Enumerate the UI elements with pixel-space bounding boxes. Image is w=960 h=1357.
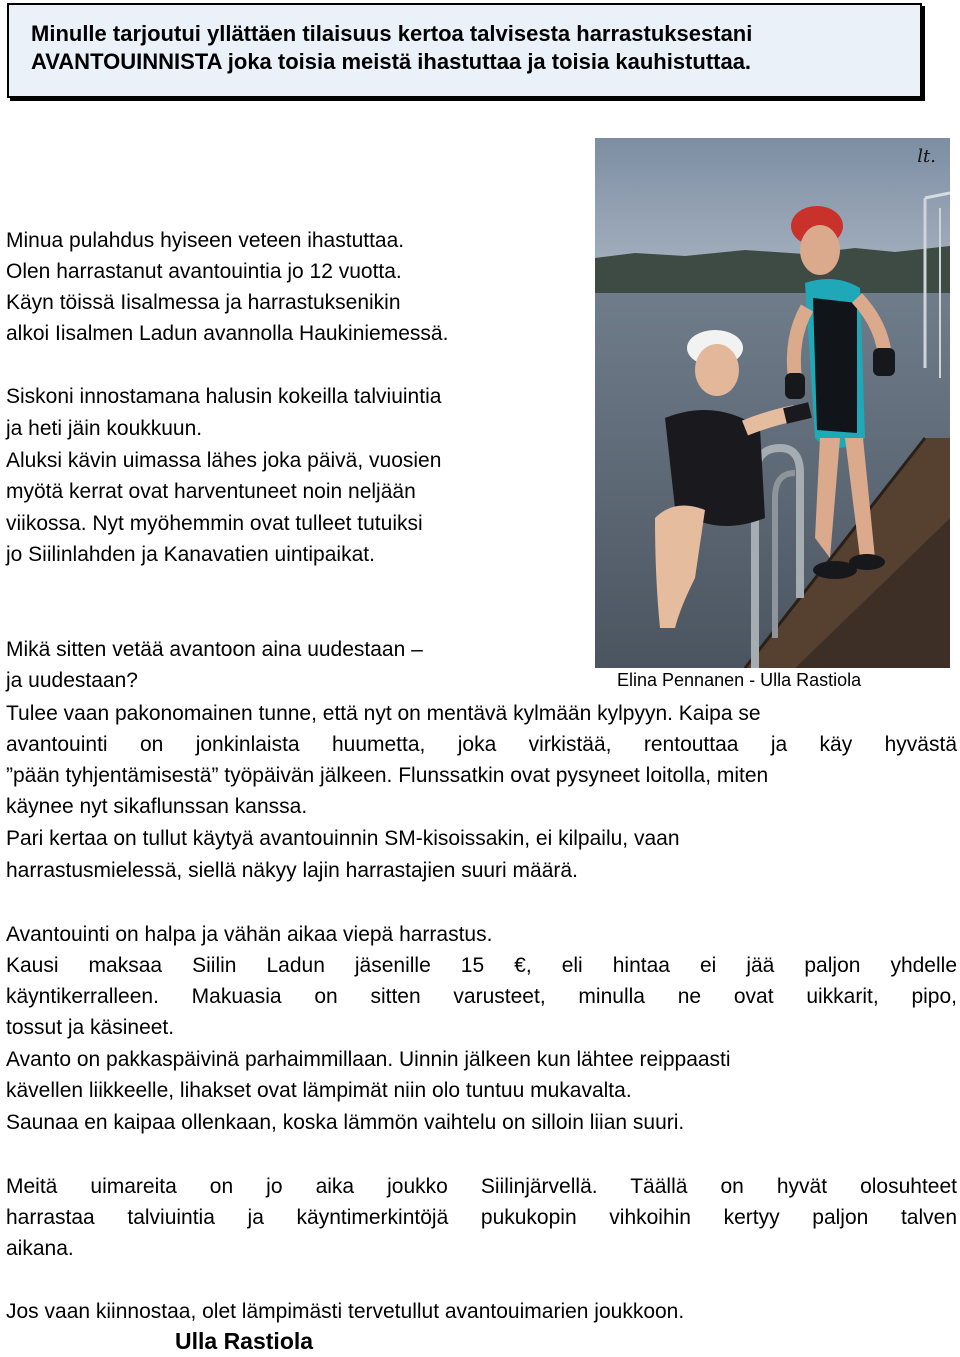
body-line: aikana. [6,1237,74,1260]
body-line: Avanto on pakkaspäivinä parhaimmillaan. Uinnin jälkeen kun lähtee reippaasti [6,1048,731,1071]
photo-initials: lt. [917,146,936,167]
body-line: myötä kerrat ovat harventuneet noin neljään [6,480,416,503]
body-line: avantouinti on jonkinlaista huumetta, joka virkistää, rentouttaa ja käy hyvästä [6,733,957,756]
body-line: harrastusmielessä, siellä näkyy lajin harrastajien suuri määrä. [6,859,578,882]
body-line: ja uudestaan? [6,669,138,692]
photo-caption: Elina Pennanen - Ulla Rastiola [617,670,862,690]
headline-line-2: AVANTOUINNISTA joka toisia meistä ihastuttaa ja toisia kauhistuttaa. [31,49,752,74]
body-line: Saunaa en kaipaa ollenkaan, koska lämmön vaihtelu on silloin liian suuri. [6,1111,685,1134]
body-line: ”pään tyhjentämisestä” työpäivän jälkeen. Flunssatkin ovat pysyneet loitolla, miten [6,764,769,787]
body-line: jo Siilinlahden ja Kanavatien uintipaikat. [6,543,375,566]
body-line: Avantouinti on halpa ja vähän aikaa viepä harrastus. [6,923,493,946]
body-line: alkoi Iisalmen Ladun avannolla Haukiniemessä. [6,322,449,345]
body-line: käynee nyt sikaflunssan kanssa. [6,795,308,818]
body-line: Pari kertaa on tullut käytyä avantouinnin SM-kisoissakin, ei kilpailu, vaan [6,827,680,850]
body-line: tossut ja käsineet. [6,1016,175,1039]
body-line: Kausi maksaa Siilin Ladun jäsenille 15 €, eli hintaa ei jää paljon yhdelle [6,954,957,977]
body-line: Käyn töissä Iisalmessa ja harrastuksenikin [6,291,401,314]
body-line: Aluksi kävin uimassa lähes joka päivä, vuosien [6,449,442,472]
body-line: Olen harrastanut avantouintia jo 12 vuotta. [6,260,402,283]
signature: Ulla Rastiola [175,1328,314,1354]
headline-line-1: Minulle tarjoutui yllättäen tilaisuus kertoa talvisesta harrastuksestani [31,21,753,46]
body-line: viikossa. Nyt myöhemmin ovat tulleet tutuiksi [6,512,423,535]
body-line: Jos vaan kiinnostaa, olet lämpimästi tervetullut avantouimarien joukkoon. [6,1300,685,1323]
body-line: Siskoni innostamana halusin kokeilla talviuintia [6,385,442,408]
body-line: Minua pulahdus hyiseen veteen ihastuttaa. [6,229,405,252]
headline-box [7,3,922,98]
body-line: Mikä sitten vetää avantoon aina uudestaan – [6,638,423,661]
photo-swimmers [595,138,950,668]
photo-illustration [595,138,950,668]
body-line: käyntikerralleen. Makuasia on sitten varusteet, minulla ne ovat uikkarit, pipo, [6,985,957,1008]
body-line: harrastaa talviuintia ja käyntimerkintöjä pukukopin vihkoihin kertyy paljon talven [6,1206,957,1229]
body-line: ja heti jäin koukkuun. [6,417,203,440]
body-line: Meitä uimareita on jo aika joukko Siilinjärvellä. Täällä on hyvät olosuhteet [6,1175,957,1198]
body-line: kävellen liikkeelle, lihakset ovat lämpimät niin olo tuntuu mukavalta. [6,1079,632,1102]
body-line: Tulee vaan pakonomainen tunne, että nyt on mentävä kylmään kylpyyn. Kaipa se [6,702,761,725]
